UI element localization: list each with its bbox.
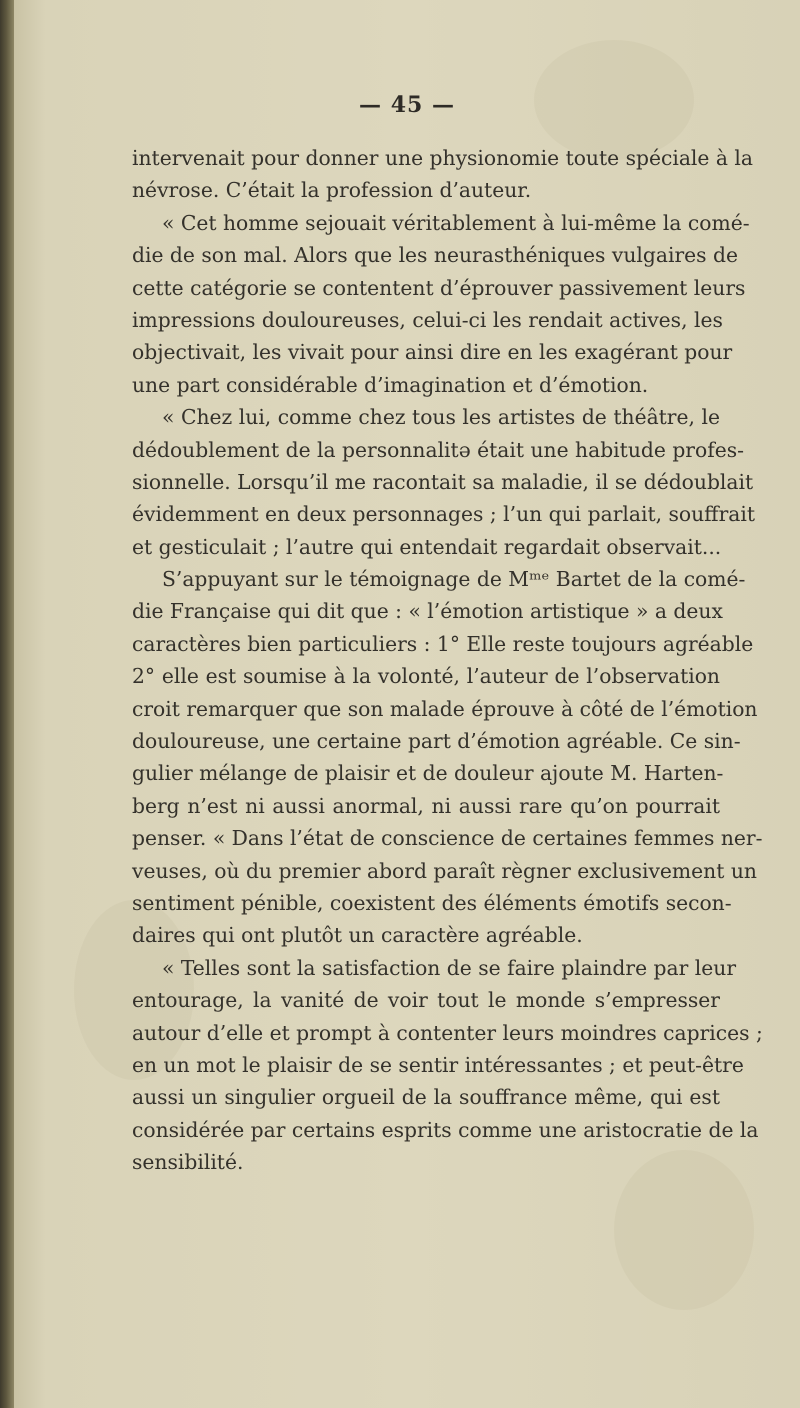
text-line: croit remarquer que son malade éprouve à côté de l’émotion — [132, 696, 758, 721]
text-line: S’appuyant sur le témoignage de Mᵐᵉ Bartet de la comé- — [162, 567, 746, 592]
text-line: die Française qui dit que : « l’émotion artistique » a deux — [132, 599, 723, 624]
text-line: douloureuse, une certaine part d’émotion agréable. Ce sin- — [132, 729, 741, 754]
book-page — [14, 0, 800, 1408]
text-line: impressions douloureuses, celui-ci les rendait actives, les — [132, 307, 723, 332]
text-line: et gesticulait ; l’autre qui entendait regardait observait... — [132, 534, 722, 559]
text-line: gulier mélange de plaisir et de douleur ajoute M. Harten- — [132, 761, 724, 786]
text-line: berg n’est ni aussi anormal, ni aussi rare qu’on pourrait — [132, 793, 720, 818]
text-line: sentiment pénible, coexistent des éléments émotifs secon- — [132, 890, 732, 915]
book-binding-edge — [0, 0, 14, 1408]
page-number: — 45 — — [359, 92, 455, 118]
text-line: dédoublement de la personnalitə était une habitude profes- — [132, 437, 744, 462]
text-line: sensibilité. — [132, 1150, 244, 1175]
text-line: daires qui ont plutôt un caractère agréable. — [132, 923, 583, 948]
text-line: en un mot le plaisir de se sentir intéressantes ; et peut-être — [132, 1052, 744, 1077]
text-line: aussi un singulier orgueil de la souffrance même, qui est — [132, 1085, 720, 1110]
text-line: cette catégorie se contentent d’éprouver passivement leurs — [132, 275, 746, 300]
text-line: névrose. C’était la profession d’auteur. — [132, 178, 532, 203]
text-line: une part considérable d’imagination et d’émotion. — [132, 372, 649, 397]
text-line: penser. « Dans l’état de conscience de certaines femmes ner- — [132, 826, 763, 851]
text-line: 2° elle est soumise à la volonté, l’auteur de l’observation — [132, 664, 720, 689]
text-line: « Telles sont la satisfaction de se faire plaindre par leur — [162, 955, 737, 980]
text-line: entourage, la vanité de voir tout le monde s’empresser — [132, 988, 720, 1013]
text-line: autour d’elle et prompt à contenter leurs moindres caprices ; — [132, 1020, 763, 1045]
text-line: évidemment en deux personnages ; l’un qui parlait, souffrait — [132, 502, 756, 527]
text-line: caractères bien particuliers : 1° Elle reste toujours agréable — [132, 631, 754, 656]
text-line: « Cet homme sejouait véritablement à lui-même la comé- — [162, 210, 750, 235]
text-line: veuses, où du premier abord paraît règner exclusivement un — [132, 858, 757, 883]
text-line: intervenait pour donner une physionomie toute spéciale à la — [132, 146, 753, 170]
text-line: « Chez lui, comme chez tous les artistes de théâtre, le — [162, 405, 720, 430]
body-text — [132, 142, 763, 1179]
text-line: objectivait, les vivait pour ainsi dire en les exagérant pour — [132, 340, 733, 365]
text-line: considérée par certains esprits comme une aristocratie de la — [132, 1117, 759, 1142]
text-line: sionnelle. Lorsqu’il me racontait sa maladie, il se dédoublait — [132, 469, 754, 494]
text-line: die de son mal. Alors que les neurasthéniques vulgaires de — [132, 243, 739, 268]
